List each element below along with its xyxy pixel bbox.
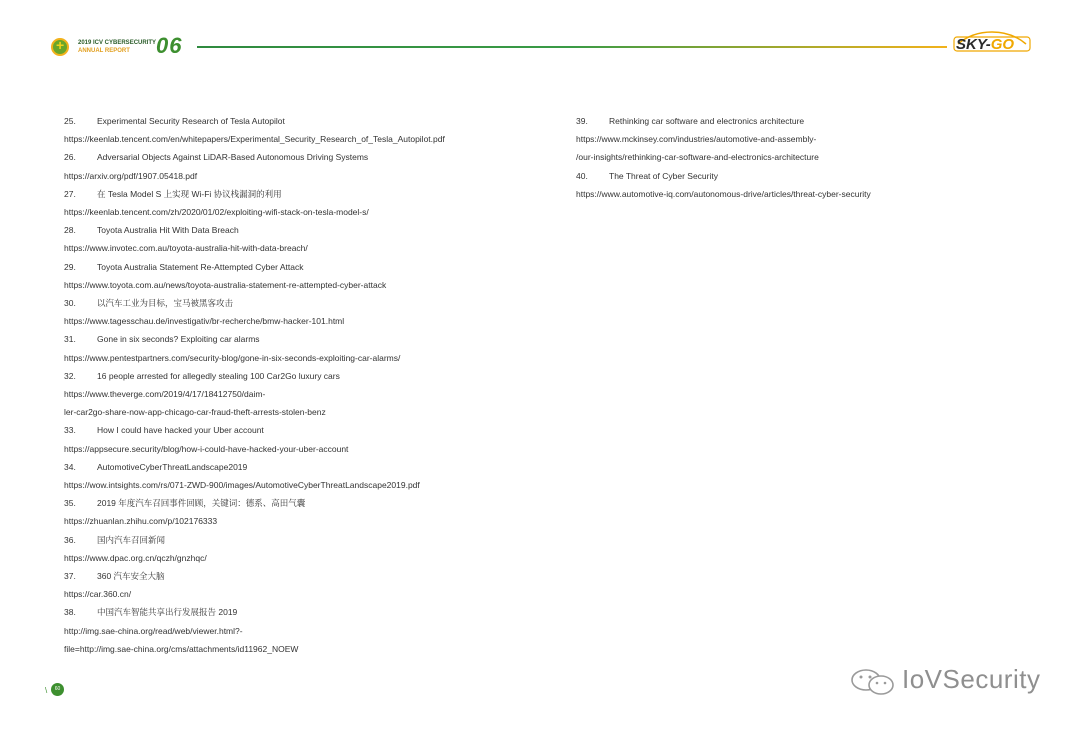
reference-title-text: Experimental Security Research of Tesla Autopilot <box>97 116 285 126</box>
reference-url[interactable]: https://www.theverge.com/2019/4/17/18412750/daim- <box>64 389 266 400</box>
reference-title <box>64 603 544 621</box>
reference-number: 36. <box>64 534 76 545</box>
reference-title-text: AutomotiveCyberThreatLandscape2019 <box>97 461 248 472</box>
reference-number: 37. <box>64 571 76 582</box>
brand-logo <box>952 30 1032 60</box>
brand-name-part1: SKY- <box>956 36 991 53</box>
section-number: 06 <box>156 33 183 58</box>
reference-number: 28. <box>64 225 76 236</box>
reference-number: 34. <box>64 461 76 472</box>
page-header <box>0 0 1080 70</box>
reference-number: 35. <box>64 498 76 509</box>
reference-title <box>64 258 544 276</box>
reference-url[interactable]: https://appsecure.security/blog/how-i-could-have-hacked-your-uber-account <box>64 443 349 454</box>
header-divider <box>197 46 947 48</box>
reference-number: 31. <box>64 334 76 345</box>
reference-url[interactable]: http://img.sae-china.org/read/web/viewer.html?- <box>64 625 243 636</box>
reference-title <box>64 458 544 476</box>
reference-title <box>64 330 544 348</box>
report-title <box>78 39 156 55</box>
reference-url[interactable]: https://www.tagesschau.de/investigativ/br-recherche/bmw-hacker-101.html <box>64 316 345 327</box>
reference-url[interactable]: https://www.invotec.com.au/toyota-australia-hit-with-data-breach/ <box>64 243 308 254</box>
reference-title-text: How I could have hacked your Uber account <box>97 425 264 436</box>
reference-title <box>64 367 544 385</box>
reference-title-text: 以汽车工业为目标，宝马被黑客攻击 <box>97 298 234 309</box>
reference-title-text: The Threat of Cyber Security <box>609 170 718 181</box>
reference-title-text: 在 Tesla Model S 上实现 Wi-Fi 协议栈漏洞的利用 <box>97 188 282 199</box>
reference-title <box>64 185 544 203</box>
reference-url[interactable]: /our-insights/rethinking-car-software-and-electronics-architecture <box>576 152 819 163</box>
report-title-line1: 2019 ICV CYBERSECURITY <box>78 40 157 46</box>
reference-url[interactable]: https://www.dpac.org.cn/qczh/gnzhqc/ <box>64 552 207 563</box>
reference-url[interactable]: https://car.360.cn/ <box>64 589 132 600</box>
reference-number: 27. <box>64 188 76 199</box>
reference-url[interactable]: https://www.mckinsey.com/industries/automotive-and-assembly- <box>576 134 817 145</box>
reference-title-text: 360 汽车安全大脑 <box>97 571 165 582</box>
watermark-text: IoVSecurity <box>902 664 1041 694</box>
reference-title <box>64 494 544 512</box>
reference-title-text: Gone in six seconds? Exploiting car alarms <box>97 334 260 345</box>
reference-number: 30. <box>64 298 76 309</box>
reference-title-text: Adversarial Objects Against LiDAR-Based Autonomous Driving Systems <box>97 152 369 163</box>
reference-title <box>64 112 544 130</box>
reference-title-text: 中国汽车智能共享出行发展报告 2019 <box>97 607 238 618</box>
report-logo-icon <box>51 38 69 56</box>
reference-number: 29. <box>64 261 76 272</box>
reference-title-text: Toyota Australia Statement Re-Attempted Cyber Attack <box>97 261 304 272</box>
reference-title <box>576 167 1046 185</box>
reference-number: 39. <box>576 116 588 126</box>
reference-title-text: 16 people arrested for allegedly stealing 100 Car2Go luxury cars <box>97 370 340 381</box>
reference-title <box>64 221 544 239</box>
reference-url[interactable]: https://www.pentestpartners.com/security-blog/gone-in-six-seconds-exploiting-car-alarms/ <box>64 352 401 363</box>
reference-url[interactable]: https://arxiv.org/pdf/1907.05418.pdf <box>64 170 198 181</box>
brand-name-part2: GO <box>990 36 1015 53</box>
reference-title <box>64 531 544 549</box>
wechat-watermark-icon <box>850 668 898 696</box>
reference-number: 26. <box>64 152 76 163</box>
reference-number: 25. <box>64 116 76 126</box>
reference-url[interactable]: https://www.toyota.com.au/news/toyota-australia-statement-re-attempted-cyber-attack <box>64 279 387 290</box>
references-right-column <box>576 112 1046 203</box>
reference-title <box>64 567 544 585</box>
reference-title-text: Rethinking car software and electronics architecture <box>609 116 805 126</box>
reference-number: 33. <box>64 425 76 436</box>
reference-title <box>64 148 544 166</box>
brand-name <box>956 36 1014 53</box>
reference-title-text: 国内汽车召回新闻 <box>97 534 166 545</box>
reference-title <box>576 112 1046 130</box>
report-title-line2: ANNUAL REPORT <box>78 48 130 54</box>
reference-url[interactable]: https://zhuanlan.zhihu.com/p/102176333 <box>64 516 218 527</box>
reference-url[interactable]: https://wow.intsights.com/rs/071-ZWD-900/images/AutomotiveCyberThreatLandscape2019.pdf <box>64 480 420 491</box>
reference-title <box>64 294 544 312</box>
reference-url[interactable]: https://keenlab.tencent.com/zh/2020/01/02/exploiting-wifi-stack-on-tesla-model-s/ <box>64 207 369 218</box>
references-left-column <box>64 112 544 658</box>
reference-number: 38. <box>64 607 76 618</box>
reference-number: 40. <box>576 170 588 181</box>
reference-url[interactable]: file=http://img.sae-china.org/cms/attachments/id11962_NOEW <box>64 643 299 654</box>
page-number: 60 <box>51 683 64 696</box>
reference-number: 32. <box>64 370 76 381</box>
reference-url[interactable]: https://keenlab.tencent.com/en/whitepapers/Experimental_Security_Research_of_Tesla_Autopilot.pdf <box>64 134 445 145</box>
reference-title-text: Toyota Australia Hit With Data Breach <box>97 225 239 236</box>
reference-title-text: 2019 年度汽车召回事件回顾，关键词：德系、高田气囊 <box>97 498 306 509</box>
reference-url[interactable]: ler-car2go-share-now-app-chicago-car-fraud-theft-arrests-stolen-benz <box>64 407 326 418</box>
reference-url[interactable]: https://www.automotive-iq.com/autonomous-drive/articles/threat-cyber-security <box>576 188 871 199</box>
page-corner-mark: \ <box>45 686 48 695</box>
reference-title <box>64 421 544 439</box>
